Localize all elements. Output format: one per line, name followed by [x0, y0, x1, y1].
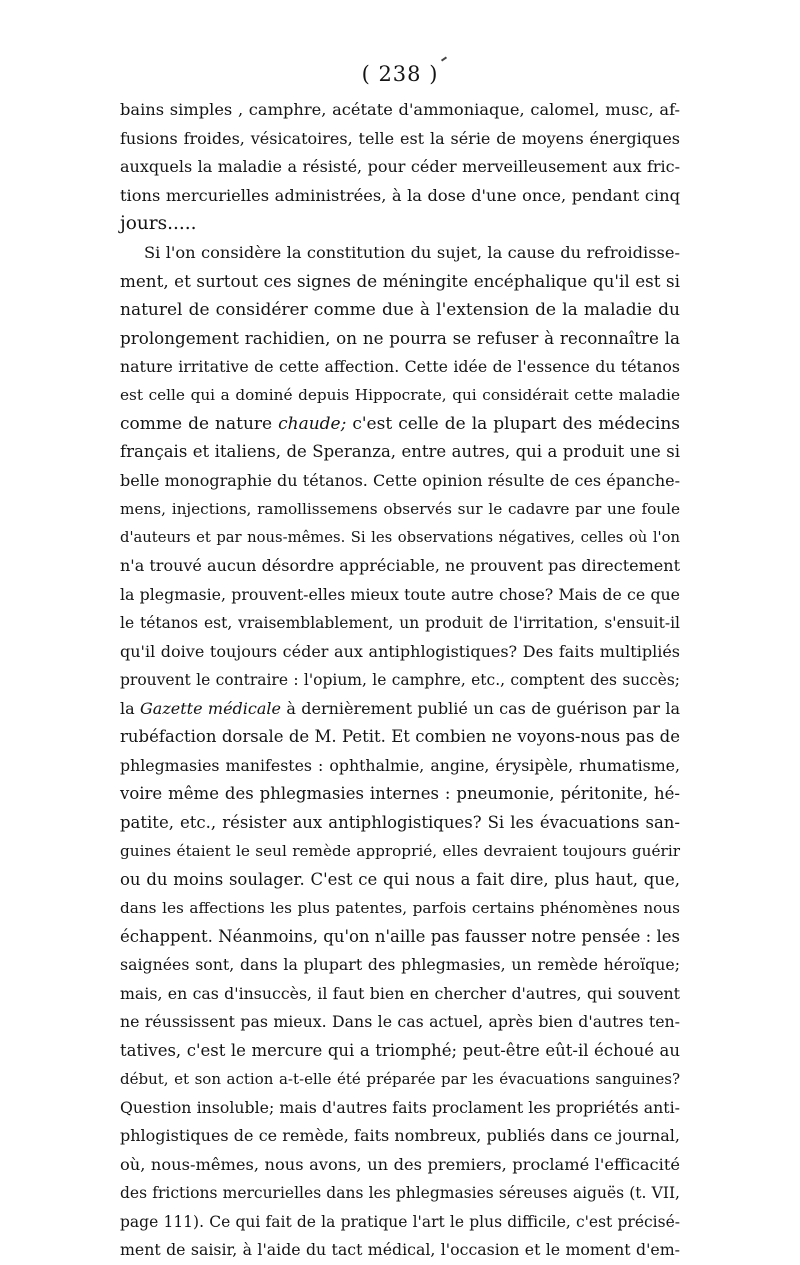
text-line: prouvent le contraire : l'opium, le camphre, etc., comptent des succès; [120, 671, 680, 689]
text-line: rubéfaction dorsale de M. Petit. Et combien ne voyons-nous pas de [120, 727, 680, 746]
text-line [120, 410, 680, 439]
line-text: la [120, 698, 141, 718]
text-line: qu'il doive toujours céder aux antiphlogistiques? Des faits multipliés [120, 641, 680, 661]
text-line: où, nous-mêmes, nous avons, un des premiers, proclamé l'efficacité [120, 1154, 680, 1174]
text-line: tions mercurielles administrées, à la dose d'une once, pendant cinq [120, 185, 680, 205]
text-line: jours..... [120, 213, 197, 234]
text-line: n'a trouvé aucun désordre appréciable, ne prouvent pas directement [120, 556, 680, 575]
text-line [120, 695, 680, 724]
text-line: Si l'on considère la constitution du sujet, la cause du refroidisse- [144, 242, 680, 262]
text-line: mais, en cas d'insuccès, il faut bien en chercher d'autres, qui souvent [120, 983, 680, 1003]
page-number: ( 238 ) [361, 62, 439, 86]
text-line: échappent. Néanmoins, qu'on n'aille pas fausser notre pensée : les [120, 926, 680, 946]
text-line: phlegmasies manifestes : ophthalmie, angine, érysipèle, rhumatisme, [120, 755, 680, 775]
text-line: phlogistiques de ce remède, faits nombreux, publiés dans ce journal, [120, 1126, 680, 1145]
text-line: français et italiens, de Speranza, entre autres, qui a produit une si [120, 442, 680, 461]
text-line: prolongement rachidien, on ne pourra se refuser à reconnaître la [120, 328, 680, 348]
text-line: des frictions mercurielles dans les phlegmasies séreuses aiguës (t. VII, [120, 1184, 680, 1202]
text-line: tatives, c'est le mercure qui a triomphé; peut-être eût-il échoué au [120, 1040, 680, 1060]
text-line: auxquels la maladie a résisté, pour céder merveilleusement aux fric- [120, 157, 680, 176]
line-text: comme de nature [120, 413, 279, 434]
text-line: saignées sont, dans la plupart des phlegmasies, un remède héroïque; [120, 955, 680, 974]
text-line: Question insoluble; mais d'autres faits proclament les propriétés anti- [120, 1097, 680, 1117]
text-line: guines étaient le seul remède approprié, elles devraient toujours guérir [120, 842, 680, 860]
text-line: fusions froides, vésicatoires, telle est la série de moyens énergiques [120, 128, 680, 148]
line-text: à dernièrement publié un cas de guérison par la [281, 698, 681, 718]
text-line: la plegmasie, prouvent-elles mieux toute autre chose? Mais de ce que [120, 584, 680, 604]
text-line: naturel de considérer comme due à l'extension de la maladie du [120, 299, 680, 320]
text-line: ment de saisir, à l'aide du tact médical, l'occasion et le moment d'em- [120, 1240, 680, 1259]
italic-text: chaude; [278, 413, 347, 434]
text-line: mens, injections, ramollissemens observés sur le cadavre par une foule [120, 500, 680, 518]
text-line: belle monographie du tétanos. Cette opinion résulte de ces épanche- [120, 470, 680, 490]
text-line: patite, etc., résister aux antiphlogistiques? Si les évacuations san- [120, 812, 680, 832]
text-line: voire même des phlegmasies internes : pneumonie, péritonite, hé- [120, 784, 680, 803]
text-line: dans les affections les plus patentes, parfois certains phénomènes nous [120, 899, 680, 917]
printer-mark [441, 56, 447, 61]
text-line: nature irritative de cette affection. Cette idée de l'essence du tétanos [120, 356, 680, 376]
text-line: d'auteurs et par nous-mêmes. Si les observations négatives, celles où l'on [120, 528, 680, 546]
text-line: bains simples , camphre, acétate d'ammoniaque, calomel, musc, af- [120, 100, 680, 119]
text-line: ne réussissent pas mieux. Dans le cas actuel, après bien d'autres ten- [120, 1012, 680, 1031]
line-text: c'est celle de la plupart des médecins [346, 413, 680, 434]
text-line: ment, et surtout ces signes de méningite encéphalique qu'il est si [120, 271, 680, 291]
text-line: début, et son action a-t-elle été préparée par les évacuations sanguines? [120, 1070, 680, 1088]
italic-text: Gazette médicale [140, 698, 282, 718]
text-line: le tétanos est, vraisemblablement, un produit de l'irritation, s'ensuit-il [120, 614, 680, 632]
text-line: page 111). Ce qui fait de la pratique l'art le plus difficile, c'est précisé- [120, 1212, 680, 1231]
body-text [120, 96, 680, 1265]
text-line: ou du moins soulager. C'est ce qui nous a fait dire, plus haut, que, [120, 869, 680, 889]
text-line: est celle qui a dominé depuis Hippocrate, qui considérait cette maladie [120, 386, 680, 404]
